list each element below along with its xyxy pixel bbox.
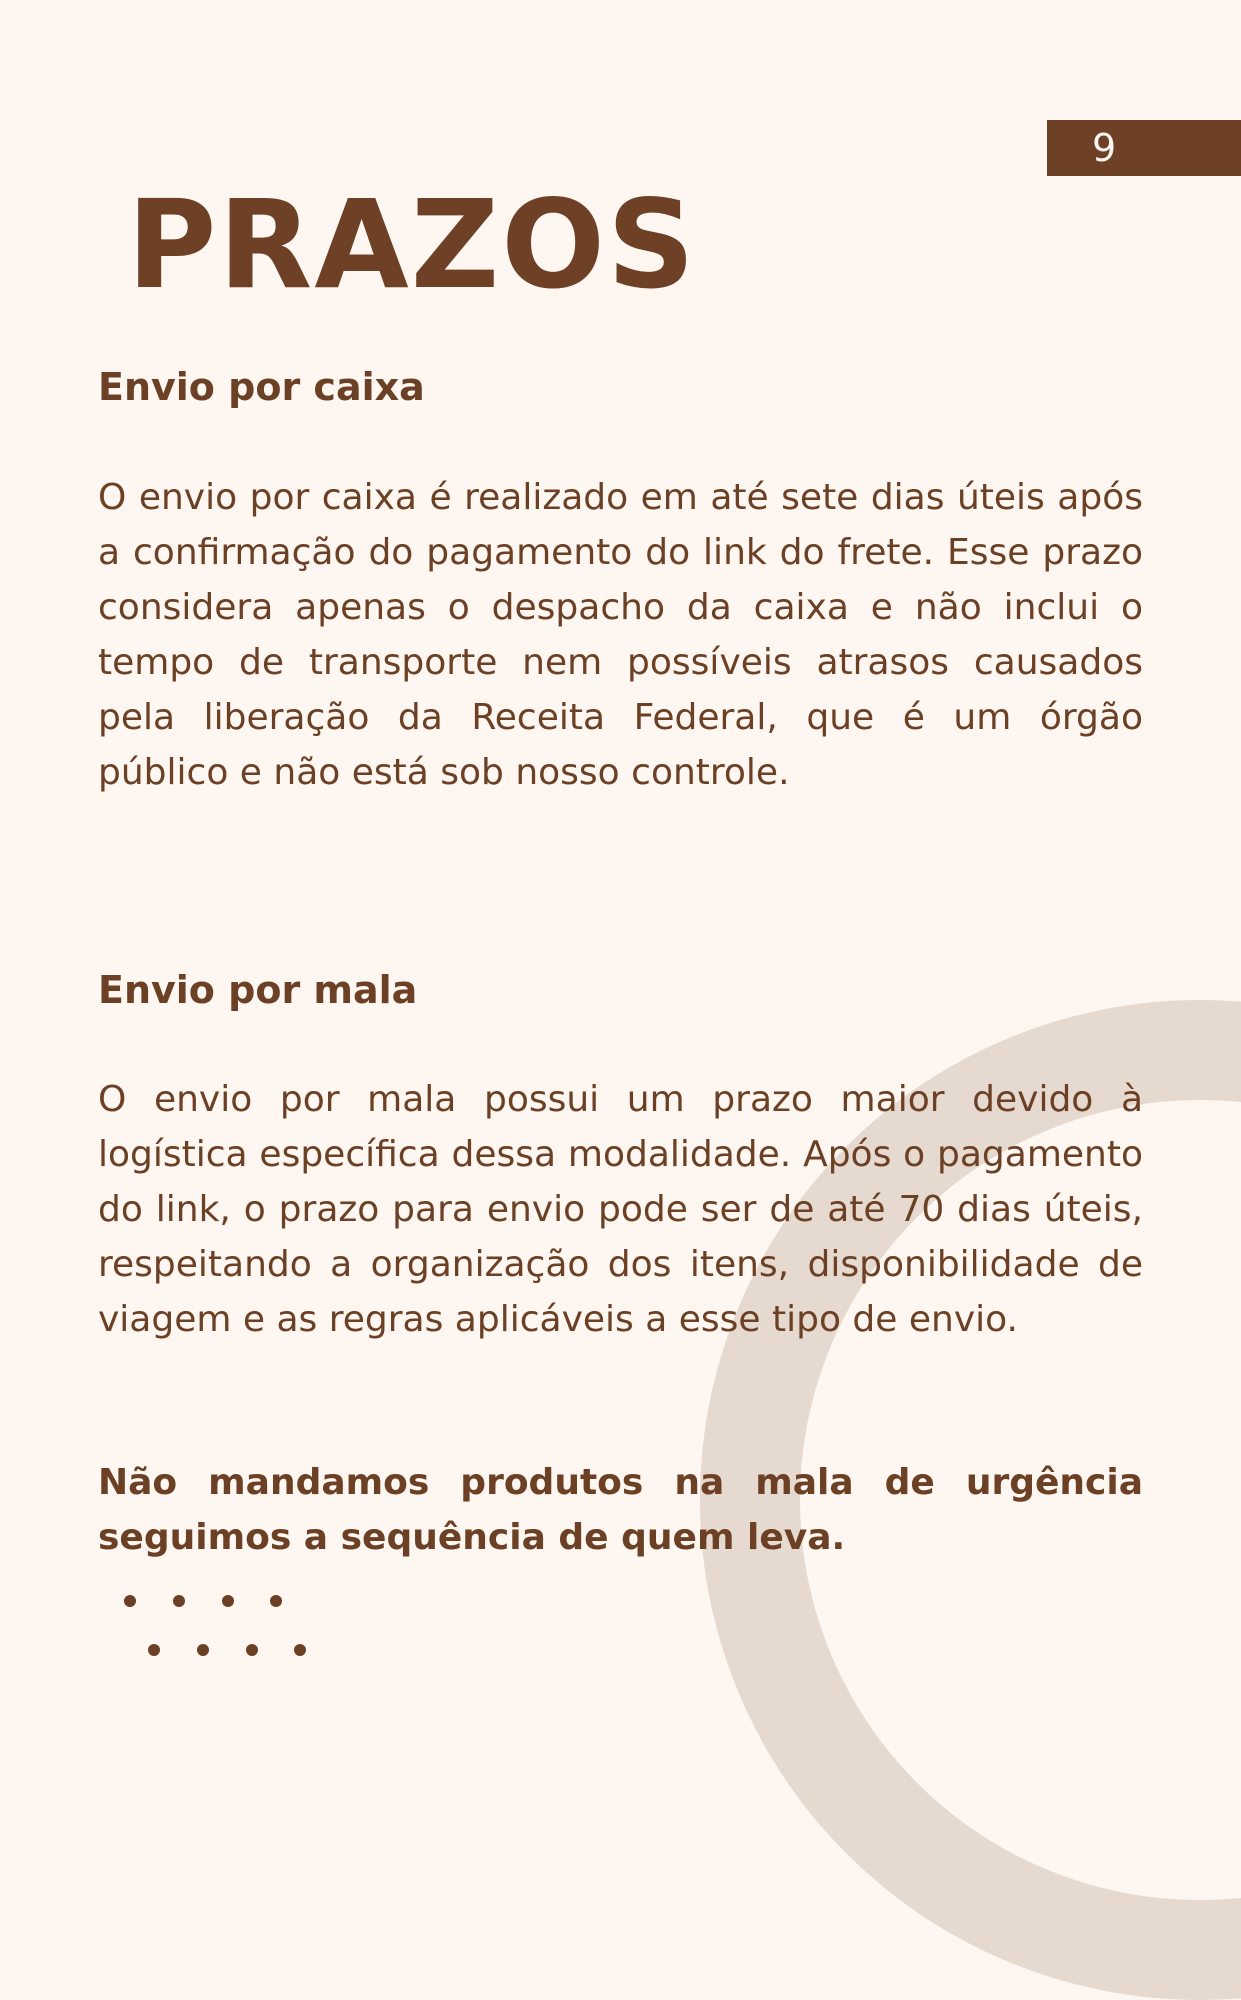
page-number-tab [1047,120,1241,176]
decorative-dot [124,1595,136,1607]
decorative-dot [294,1644,306,1656]
decorative-dot [270,1595,282,1607]
decorative-dot [148,1644,160,1656]
urgency-note: Não mandamos produtos na mala de urgência seguimos a sequência de quem leva. [98,1462,1143,1558]
section-text-caixa: O envio por caixa é realizado em até sete dias úteis após a confirmação do pagamento do link do frete. Esse prazo considera apenas o despacho da caixa e não inclui o tempo de transporte nem possíveis atrasos causados pela liberação da Receita Federal, que é um órgão público e não está sob nosso controle. [98,477,1143,793]
decorative-dot [222,1595,234,1607]
page-number: 9 [1092,126,1117,170]
decorative-dot [246,1644,258,1656]
page-title: PRAZOS [127,174,697,316]
section-heading-mala: Envio por mala [98,968,418,1012]
section-heading-caixa: Envio por caixa [98,365,425,409]
section-text-mala: O envio por mala possui um prazo maior devido à logística específica dessa modalidade. Após o pagamento do link, o prazo para envio pode ser de até 70 dias úteis, respeitando a organização dos itens, disponibilidade de viagem e as regras aplicáveis a esse tipo de envio. [98,1079,1143,1340]
decorative-dot [197,1644,209,1656]
decorative-dot [173,1595,185,1607]
